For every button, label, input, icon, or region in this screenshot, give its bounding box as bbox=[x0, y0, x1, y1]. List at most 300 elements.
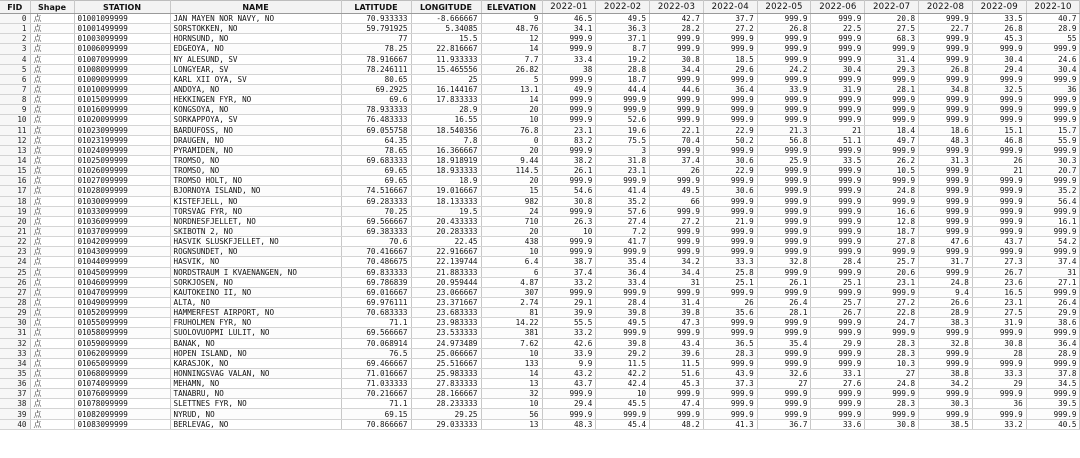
value-cell-2022-07[interactable]: 999.9 bbox=[865, 176, 919, 186]
elevation-cell[interactable]: 2.74 bbox=[481, 297, 542, 307]
value-cell-2022-06[interactable]: 999.9 bbox=[811, 206, 865, 216]
name-cell[interactable]: EDGEOYA, NO bbox=[170, 44, 341, 54]
value-cell-2022-08[interactable]: 999.9 bbox=[919, 44, 973, 54]
value-cell-2022-09[interactable]: 29.4 bbox=[972, 64, 1026, 74]
value-cell-2022-05[interactable]: 999.9 bbox=[757, 166, 811, 176]
value-cell-2022-10[interactable]: 39.5 bbox=[1026, 399, 1080, 409]
elevation-cell[interactable]: 381 bbox=[481, 328, 542, 338]
longitude-cell[interactable]: 23.371667 bbox=[411, 297, 481, 307]
value-cell-2022-04[interactable]: 999.9 bbox=[703, 196, 757, 206]
fid-cell[interactable]: 31 bbox=[0, 328, 30, 338]
value-cell-2022-01[interactable]: 999.9 bbox=[542, 95, 596, 105]
value-cell-2022-04[interactable]: 37.3 bbox=[703, 379, 757, 389]
value-cell-2022-05[interactable]: 999.9 bbox=[757, 14, 811, 24]
shape-cell[interactable]: 点 bbox=[30, 115, 74, 125]
value-cell-2022-06[interactable]: 28.4 bbox=[811, 257, 865, 267]
elevation-cell[interactable]: 6 bbox=[481, 267, 542, 277]
value-cell-2022-10[interactable]: 999.9 bbox=[1026, 328, 1080, 338]
latitude-cell[interactable]: 69.6 bbox=[341, 95, 411, 105]
elevation-cell[interactable]: 710 bbox=[481, 216, 542, 226]
fid-cell[interactable]: 25 bbox=[0, 267, 30, 277]
fid-cell[interactable]: 3 bbox=[0, 44, 30, 54]
value-cell-2022-05[interactable]: 999.9 bbox=[757, 409, 811, 419]
value-cell-2022-08[interactable]: 999.9 bbox=[919, 358, 973, 368]
longitude-cell[interactable]: 24.973489 bbox=[411, 338, 481, 348]
value-cell-2022-10[interactable]: 31 bbox=[1026, 267, 1080, 277]
table-row[interactable] bbox=[0, 328, 1080, 338]
value-cell-2022-02[interactable]: 18.7 bbox=[596, 74, 650, 84]
value-cell-2022-03[interactable]: 39.8 bbox=[650, 308, 704, 318]
value-cell-2022-09[interactable]: 30.4 bbox=[972, 54, 1026, 64]
value-cell-2022-04[interactable]: 28.3 bbox=[703, 348, 757, 358]
value-cell-2022-01[interactable]: 38 bbox=[542, 64, 596, 74]
longitude-cell[interactable]: 17.833333 bbox=[411, 95, 481, 105]
latitude-cell[interactable]: 76.483333 bbox=[341, 115, 411, 125]
value-cell-2022-09[interactable]: 999.9 bbox=[972, 176, 1026, 186]
table-row[interactable] bbox=[0, 257, 1080, 267]
fid-cell[interactable]: 17 bbox=[0, 186, 30, 196]
longitude-cell[interactable]: 22.816667 bbox=[411, 44, 481, 54]
value-cell-2022-05[interactable]: 999.9 bbox=[757, 115, 811, 125]
fid-cell[interactable]: 39 bbox=[0, 409, 30, 419]
value-cell-2022-03[interactable]: 47.4 bbox=[650, 399, 704, 409]
value-cell-2022-07[interactable]: 20.6 bbox=[865, 267, 919, 277]
value-cell-2022-07[interactable]: 18.4 bbox=[865, 125, 919, 135]
value-cell-2022-03[interactable]: 44.6 bbox=[650, 84, 704, 94]
value-cell-2022-08[interactable]: 999.9 bbox=[919, 226, 973, 236]
table-row[interactable] bbox=[0, 145, 1080, 155]
value-cell-2022-05[interactable]: 999.9 bbox=[757, 247, 811, 257]
table-row[interactable] bbox=[0, 95, 1080, 105]
value-cell-2022-04[interactable]: 18.5 bbox=[703, 54, 757, 64]
value-cell-2022-09[interactable]: 27.3 bbox=[972, 257, 1026, 267]
latitude-cell[interactable]: 74.516667 bbox=[341, 186, 411, 196]
longitude-cell[interactable]: 15.465556 bbox=[411, 64, 481, 74]
table-row[interactable] bbox=[0, 237, 1080, 247]
value-cell-2022-05[interactable]: 999.9 bbox=[757, 206, 811, 216]
column-header-2022-08[interactable]: 2022-08 bbox=[919, 1, 973, 14]
fid-cell[interactable]: 0 bbox=[0, 14, 30, 24]
value-cell-2022-08[interactable]: 47.6 bbox=[919, 237, 973, 247]
table-row[interactable] bbox=[0, 287, 1080, 297]
value-cell-2022-01[interactable]: 999.9 bbox=[542, 44, 596, 54]
value-cell-2022-10[interactable]: 999.9 bbox=[1026, 226, 1080, 236]
value-cell-2022-07[interactable]: 22.8 bbox=[865, 308, 919, 318]
value-cell-2022-08[interactable]: 31.7 bbox=[919, 257, 973, 267]
value-cell-2022-09[interactable]: 999.9 bbox=[972, 389, 1026, 399]
name-cell[interactable]: BJORNOYA ISLAND, NO bbox=[170, 186, 341, 196]
value-cell-2022-03[interactable]: 999.9 bbox=[650, 145, 704, 155]
value-cell-2022-03[interactable]: 999.9 bbox=[650, 206, 704, 216]
fid-cell[interactable]: 33 bbox=[0, 348, 30, 358]
station-cell[interactable]: 01020099999 bbox=[74, 115, 170, 125]
value-cell-2022-10[interactable]: 999.9 bbox=[1026, 409, 1080, 419]
value-cell-2022-07[interactable]: 25.7 bbox=[865, 257, 919, 267]
value-cell-2022-01[interactable]: 10 bbox=[542, 226, 596, 236]
value-cell-2022-01[interactable]: 26.1 bbox=[542, 166, 596, 176]
value-cell-2022-05[interactable]: 999.9 bbox=[757, 196, 811, 206]
value-cell-2022-02[interactable]: 44.4 bbox=[596, 84, 650, 94]
value-cell-2022-10[interactable]: 37.8 bbox=[1026, 368, 1080, 378]
value-cell-2022-10[interactable]: 999.9 bbox=[1026, 247, 1080, 257]
value-cell-2022-01[interactable]: 83.2 bbox=[542, 135, 596, 145]
value-cell-2022-05[interactable]: 33.9 bbox=[757, 84, 811, 94]
shape-cell[interactable]: 点 bbox=[30, 368, 74, 378]
name-cell[interactable]: NORDSTRAUM I KVAENANGEN, NO bbox=[170, 267, 341, 277]
latitude-cell[interactable]: 78.25 bbox=[341, 44, 411, 54]
value-cell-2022-01[interactable]: 48.3 bbox=[542, 419, 596, 429]
fid-cell[interactable]: 26 bbox=[0, 277, 30, 287]
value-cell-2022-05[interactable]: 999.9 bbox=[757, 44, 811, 54]
value-cell-2022-03[interactable]: 999.9 bbox=[650, 105, 704, 115]
value-cell-2022-08[interactable]: 999.9 bbox=[919, 409, 973, 419]
value-cell-2022-02[interactable]: 42.4 bbox=[596, 379, 650, 389]
station-cell[interactable]: 01045099999 bbox=[74, 267, 170, 277]
latitude-cell[interactable]: 64.35 bbox=[341, 135, 411, 145]
table-row[interactable] bbox=[0, 368, 1080, 378]
value-cell-2022-07[interactable]: 999.9 bbox=[865, 389, 919, 399]
table-row[interactable] bbox=[0, 348, 1080, 358]
value-cell-2022-01[interactable]: 46.5 bbox=[542, 14, 596, 24]
value-cell-2022-04[interactable]: 999.9 bbox=[703, 358, 757, 368]
table-row[interactable] bbox=[0, 358, 1080, 368]
latitude-cell[interactable]: 69.65 bbox=[341, 176, 411, 186]
value-cell-2022-05[interactable]: 26.8 bbox=[757, 24, 811, 34]
latitude-cell[interactable]: 70.6 bbox=[341, 237, 411, 247]
name-cell[interactable]: BERLEVAG, NO bbox=[170, 419, 341, 429]
value-cell-2022-06[interactable]: 999.9 bbox=[811, 287, 865, 297]
value-cell-2022-04[interactable]: 29.6 bbox=[703, 64, 757, 74]
elevation-cell[interactable]: 14.22 bbox=[481, 318, 542, 328]
value-cell-2022-04[interactable]: 999.9 bbox=[703, 74, 757, 84]
value-cell-2022-01[interactable]: 33.9 bbox=[542, 348, 596, 358]
latitude-cell[interactable]: 78.246111 bbox=[341, 64, 411, 74]
station-cell[interactable]: 01023199999 bbox=[74, 135, 170, 145]
longitude-cell[interactable]: 22.139744 bbox=[411, 257, 481, 267]
station-cell[interactable]: 01036099999 bbox=[74, 216, 170, 226]
value-cell-2022-09[interactable]: 26 bbox=[972, 155, 1026, 165]
value-cell-2022-04[interactable]: 999.9 bbox=[703, 328, 757, 338]
value-cell-2022-08[interactable]: 999.9 bbox=[919, 196, 973, 206]
value-cell-2022-10[interactable]: 29.9 bbox=[1026, 308, 1080, 318]
column-header-station[interactable]: STATION bbox=[74, 1, 170, 14]
value-cell-2022-09[interactable]: 999.9 bbox=[972, 105, 1026, 115]
value-cell-2022-07[interactable]: 24.8 bbox=[865, 186, 919, 196]
longitude-cell[interactable]: 20.283333 bbox=[411, 226, 481, 236]
value-cell-2022-10[interactable]: 38.6 bbox=[1026, 318, 1080, 328]
value-cell-2022-09[interactable]: 999.9 bbox=[972, 226, 1026, 236]
value-cell-2022-02[interactable]: 23.1 bbox=[596, 166, 650, 176]
value-cell-2022-05[interactable]: 999.9 bbox=[757, 358, 811, 368]
table-row[interactable] bbox=[0, 155, 1080, 165]
shape-cell[interactable]: 点 bbox=[30, 379, 74, 389]
value-cell-2022-08[interactable]: 999.9 bbox=[919, 389, 973, 399]
longitude-cell[interactable]: 23.983333 bbox=[411, 318, 481, 328]
value-cell-2022-03[interactable]: 999.9 bbox=[650, 44, 704, 54]
value-cell-2022-03[interactable]: 999.9 bbox=[650, 287, 704, 297]
value-cell-2022-08[interactable]: 28.9 bbox=[919, 308, 973, 318]
name-cell[interactable]: BANAK, NO bbox=[170, 338, 341, 348]
value-cell-2022-07[interactable]: 28.1 bbox=[865, 84, 919, 94]
value-cell-2022-04[interactable]: 22.9 bbox=[703, 125, 757, 135]
elevation-cell[interactable]: 7.7 bbox=[481, 54, 542, 64]
value-cell-2022-06[interactable]: 26.7 bbox=[811, 308, 865, 318]
value-cell-2022-09[interactable]: 999.9 bbox=[972, 74, 1026, 84]
value-cell-2022-02[interactable]: 57.6 bbox=[596, 206, 650, 216]
value-cell-2022-02[interactable]: 36.3 bbox=[596, 24, 650, 34]
shape-cell[interactable]: 点 bbox=[30, 318, 74, 328]
value-cell-2022-10[interactable]: 24.6 bbox=[1026, 54, 1080, 64]
longitude-cell[interactable]: 19.5 bbox=[411, 206, 481, 216]
value-cell-2022-09[interactable]: 999.9 bbox=[972, 328, 1026, 338]
value-cell-2022-04[interactable]: 37.7 bbox=[703, 14, 757, 24]
longitude-cell[interactable]: 22.45 bbox=[411, 237, 481, 247]
value-cell-2022-04[interactable]: 999.9 bbox=[703, 206, 757, 216]
value-cell-2022-09[interactable]: 29 bbox=[972, 379, 1026, 389]
value-cell-2022-03[interactable]: 43.4 bbox=[650, 338, 704, 348]
name-cell[interactable]: DRAUGEN, NO bbox=[170, 135, 341, 145]
shape-cell[interactable]: 点 bbox=[30, 64, 74, 74]
latitude-cell[interactable]: 59.791925 bbox=[341, 24, 411, 34]
value-cell-2022-09[interactable]: 36 bbox=[972, 399, 1026, 409]
value-cell-2022-06[interactable]: 999.9 bbox=[811, 115, 865, 125]
value-cell-2022-01[interactable]: 38.7 bbox=[542, 257, 596, 267]
value-cell-2022-07[interactable]: 12.8 bbox=[865, 216, 919, 226]
value-cell-2022-04[interactable]: 30.6 bbox=[703, 186, 757, 196]
value-cell-2022-07[interactable]: 999.9 bbox=[865, 145, 919, 155]
elevation-cell[interactable]: 982 bbox=[481, 196, 542, 206]
value-cell-2022-09[interactable]: 999.9 bbox=[972, 95, 1026, 105]
name-cell[interactable]: HEKKINGEN FYR, NO bbox=[170, 95, 341, 105]
shape-cell[interactable]: 点 bbox=[30, 54, 74, 64]
value-cell-2022-03[interactable]: 26 bbox=[650, 166, 704, 176]
value-cell-2022-07[interactable]: 28.3 bbox=[865, 399, 919, 409]
value-cell-2022-08[interactable]: 26.6 bbox=[919, 297, 973, 307]
longitude-cell[interactable]: -8.666667 bbox=[411, 14, 481, 24]
value-cell-2022-06[interactable]: 33.5 bbox=[811, 155, 865, 165]
elevation-cell[interactable]: 10 bbox=[481, 247, 542, 257]
longitude-cell[interactable]: 5.34085 bbox=[411, 24, 481, 34]
fid-cell[interactable]: 5 bbox=[0, 64, 30, 74]
shape-cell[interactable]: 点 bbox=[30, 176, 74, 186]
name-cell[interactable]: LONGYEAR, SV bbox=[170, 64, 341, 74]
longitude-cell[interactable]: 18.918919 bbox=[411, 155, 481, 165]
longitude-cell[interactable]: 28.9 bbox=[411, 105, 481, 115]
shape-cell[interactable]: 点 bbox=[30, 34, 74, 44]
value-cell-2022-05[interactable]: 999.9 bbox=[757, 348, 811, 358]
shape-cell[interactable]: 点 bbox=[30, 419, 74, 429]
value-cell-2022-03[interactable]: 30.8 bbox=[650, 54, 704, 64]
value-cell-2022-08[interactable]: 999.9 bbox=[919, 95, 973, 105]
value-cell-2022-07[interactable]: 49.7 bbox=[865, 135, 919, 145]
value-cell-2022-04[interactable]: 22.9 bbox=[703, 166, 757, 176]
station-cell[interactable]: 01068099999 bbox=[74, 368, 170, 378]
table-row[interactable] bbox=[0, 14, 1080, 24]
value-cell-2022-07[interactable]: 999.9 bbox=[865, 44, 919, 54]
column-header-2022-10[interactable]: 2022-10 bbox=[1026, 1, 1080, 14]
station-cell[interactable]: 01049099999 bbox=[74, 297, 170, 307]
value-cell-2022-05[interactable]: 32.8 bbox=[757, 257, 811, 267]
value-cell-2022-07[interactable]: 999.9 bbox=[865, 409, 919, 419]
value-cell-2022-09[interactable]: 16.5 bbox=[972, 287, 1026, 297]
fid-cell[interactable]: 8 bbox=[0, 95, 30, 105]
value-cell-2022-04[interactable]: 50.2 bbox=[703, 135, 757, 145]
value-cell-2022-09[interactable]: 999.9 bbox=[972, 196, 1026, 206]
value-cell-2022-09[interactable]: 33.2 bbox=[972, 419, 1026, 429]
table-row[interactable] bbox=[0, 216, 1080, 226]
value-cell-2022-03[interactable]: 999.9 bbox=[650, 115, 704, 125]
value-cell-2022-01[interactable]: 42.6 bbox=[542, 338, 596, 348]
name-cell[interactable]: TANABRU, NO bbox=[170, 389, 341, 399]
latitude-cell[interactable]: 78.933333 bbox=[341, 105, 411, 115]
value-cell-2022-07[interactable]: 24.8 bbox=[865, 379, 919, 389]
station-cell[interactable]: 01076099999 bbox=[74, 389, 170, 399]
value-cell-2022-09[interactable]: 999.9 bbox=[972, 409, 1026, 419]
fid-cell[interactable]: 24 bbox=[0, 257, 30, 267]
value-cell-2022-09[interactable]: 33.5 bbox=[972, 14, 1026, 24]
station-cell[interactable]: 01026099999 bbox=[74, 166, 170, 176]
value-cell-2022-03[interactable]: 11.5 bbox=[650, 358, 704, 368]
latitude-cell[interactable]: 70.683333 bbox=[341, 308, 411, 318]
value-cell-2022-05[interactable]: 26.1 bbox=[757, 277, 811, 287]
value-cell-2022-08[interactable]: 999.9 bbox=[919, 145, 973, 155]
name-cell[interactable]: KONGSOYA, NO bbox=[170, 105, 341, 115]
value-cell-2022-05[interactable]: 999.9 bbox=[757, 176, 811, 186]
name-cell[interactable]: KAUTOKEINO II, NO bbox=[170, 287, 341, 297]
value-cell-2022-09[interactable]: 33.3 bbox=[972, 368, 1026, 378]
name-cell[interactable]: NY ALESUND, SV bbox=[170, 54, 341, 64]
value-cell-2022-08[interactable]: 999.9 bbox=[919, 74, 973, 84]
table-row[interactable] bbox=[0, 64, 1080, 74]
value-cell-2022-07[interactable]: 28.3 bbox=[865, 338, 919, 348]
value-cell-2022-05[interactable]: 21.3 bbox=[757, 125, 811, 135]
longitude-cell[interactable]: 20.433333 bbox=[411, 216, 481, 226]
value-cell-2022-06[interactable]: 999.9 bbox=[811, 328, 865, 338]
value-cell-2022-04[interactable]: 999.9 bbox=[703, 44, 757, 54]
value-cell-2022-06[interactable]: 999.9 bbox=[811, 247, 865, 257]
value-cell-2022-02[interactable]: 29.2 bbox=[596, 348, 650, 358]
value-cell-2022-01[interactable]: 29.1 bbox=[542, 297, 596, 307]
shape-cell[interactable]: 点 bbox=[30, 24, 74, 34]
value-cell-2022-04[interactable]: 21.9 bbox=[703, 216, 757, 226]
value-cell-2022-07[interactable]: 18.7 bbox=[865, 226, 919, 236]
elevation-cell[interactable]: 13.1 bbox=[481, 84, 542, 94]
longitude-cell[interactable]: 18.540356 bbox=[411, 125, 481, 135]
shape-cell[interactable]: 点 bbox=[30, 95, 74, 105]
value-cell-2022-08[interactable]: 999.9 bbox=[919, 54, 973, 64]
value-cell-2022-01[interactable]: 30.8 bbox=[542, 196, 596, 206]
fid-cell[interactable]: 37 bbox=[0, 389, 30, 399]
value-cell-2022-09[interactable]: 26.7 bbox=[972, 267, 1026, 277]
fid-cell[interactable]: 32 bbox=[0, 338, 30, 348]
value-cell-2022-05[interactable]: 999.9 bbox=[757, 399, 811, 409]
elevation-cell[interactable]: 48.76 bbox=[481, 24, 542, 34]
value-cell-2022-07[interactable]: 20.8 bbox=[865, 14, 919, 24]
fid-cell[interactable]: 21 bbox=[0, 226, 30, 236]
value-cell-2022-07[interactable]: 999.9 bbox=[865, 74, 919, 84]
fid-cell[interactable]: 1 bbox=[0, 24, 30, 34]
name-cell[interactable]: HASVIK, NO bbox=[170, 257, 341, 267]
value-cell-2022-05[interactable]: 999.9 bbox=[757, 318, 811, 328]
fid-cell[interactable]: 20 bbox=[0, 216, 30, 226]
shape-cell[interactable]: 点 bbox=[30, 226, 74, 236]
latitude-cell[interactable]: 76.5 bbox=[341, 348, 411, 358]
value-cell-2022-06[interactable]: 51.1 bbox=[811, 135, 865, 145]
elevation-cell[interactable]: 32 bbox=[481, 389, 542, 399]
value-cell-2022-10[interactable]: 35.2 bbox=[1026, 186, 1080, 196]
value-cell-2022-02[interactable]: 45.5 bbox=[596, 399, 650, 409]
latitude-cell[interactable]: 70.25 bbox=[341, 206, 411, 216]
fid-cell[interactable]: 18 bbox=[0, 196, 30, 206]
value-cell-2022-07[interactable]: 999.9 bbox=[865, 196, 919, 206]
value-cell-2022-02[interactable]: 39.8 bbox=[596, 308, 650, 318]
elevation-cell[interactable]: 20 bbox=[481, 105, 542, 115]
value-cell-2022-08[interactable]: 18.6 bbox=[919, 125, 973, 135]
value-cell-2022-06[interactable]: 999.9 bbox=[811, 105, 865, 115]
value-cell-2022-03[interactable]: 999.9 bbox=[650, 95, 704, 105]
value-cell-2022-10[interactable]: 999.9 bbox=[1026, 44, 1080, 54]
column-header-2022-05[interactable]: 2022-05 bbox=[757, 1, 811, 14]
value-cell-2022-03[interactable]: 48.2 bbox=[650, 419, 704, 429]
elevation-cell[interactable]: 20 bbox=[481, 176, 542, 186]
shape-cell[interactable]: 点 bbox=[30, 84, 74, 94]
value-cell-2022-10[interactable]: 999.9 bbox=[1026, 358, 1080, 368]
value-cell-2022-10[interactable]: 999.9 bbox=[1026, 176, 1080, 186]
value-cell-2022-05[interactable]: 27 bbox=[757, 379, 811, 389]
value-cell-2022-03[interactable]: 28.2 bbox=[650, 24, 704, 34]
station-cell[interactable]: 01047099999 bbox=[74, 287, 170, 297]
latitude-cell[interactable]: 69.2925 bbox=[341, 84, 411, 94]
latitude-cell[interactable]: 69.683333 bbox=[341, 155, 411, 165]
elevation-cell[interactable]: 15 bbox=[481, 186, 542, 196]
value-cell-2022-08[interactable]: 32.8 bbox=[919, 338, 973, 348]
value-cell-2022-01[interactable]: 999.9 bbox=[542, 105, 596, 115]
value-cell-2022-01[interactable]: 999.9 bbox=[542, 389, 596, 399]
value-cell-2022-06[interactable]: 999.9 bbox=[811, 44, 865, 54]
fid-cell[interactable]: 6 bbox=[0, 74, 30, 84]
value-cell-2022-10[interactable]: 20.7 bbox=[1026, 166, 1080, 176]
value-cell-2022-09[interactable]: 999.9 bbox=[972, 247, 1026, 257]
value-cell-2022-07[interactable]: 31.4 bbox=[865, 54, 919, 64]
value-cell-2022-09[interactable]: 45.3 bbox=[972, 34, 1026, 44]
value-cell-2022-08[interactable]: 34.2 bbox=[919, 379, 973, 389]
latitude-cell[interactable]: 69.786839 bbox=[341, 277, 411, 287]
value-cell-2022-02[interactable]: 39.8 bbox=[596, 338, 650, 348]
latitude-cell[interactable]: 69.15 bbox=[341, 409, 411, 419]
table-row[interactable] bbox=[0, 196, 1080, 206]
value-cell-2022-04[interactable]: 999.9 bbox=[703, 318, 757, 328]
elevation-cell[interactable]: 7.62 bbox=[481, 338, 542, 348]
elevation-cell[interactable]: 76.8 bbox=[481, 125, 542, 135]
value-cell-2022-06[interactable]: 21 bbox=[811, 125, 865, 135]
value-cell-2022-02[interactable]: 19.2 bbox=[596, 54, 650, 64]
value-cell-2022-10[interactable]: 999.9 bbox=[1026, 287, 1080, 297]
latitude-cell[interactable]: 69.466667 bbox=[341, 358, 411, 368]
value-cell-2022-05[interactable]: 25.9 bbox=[757, 155, 811, 165]
value-cell-2022-03[interactable]: 999.9 bbox=[650, 237, 704, 247]
value-cell-2022-02[interactable]: 999.9 bbox=[596, 105, 650, 115]
shape-cell[interactable]: 点 bbox=[30, 267, 74, 277]
elevation-cell[interactable]: 20 bbox=[481, 145, 542, 155]
value-cell-2022-10[interactable]: 36.4 bbox=[1026, 338, 1080, 348]
value-cell-2022-10[interactable]: 37.4 bbox=[1026, 257, 1080, 267]
shape-cell[interactable]: 点 bbox=[30, 297, 74, 307]
value-cell-2022-06[interactable]: 30.4 bbox=[811, 64, 865, 74]
shape-cell[interactable]: 点 bbox=[30, 186, 74, 196]
value-cell-2022-08[interactable]: 26.8 bbox=[919, 64, 973, 74]
value-cell-2022-03[interactable]: 999.9 bbox=[650, 74, 704, 84]
fid-cell[interactable]: 13 bbox=[0, 145, 30, 155]
